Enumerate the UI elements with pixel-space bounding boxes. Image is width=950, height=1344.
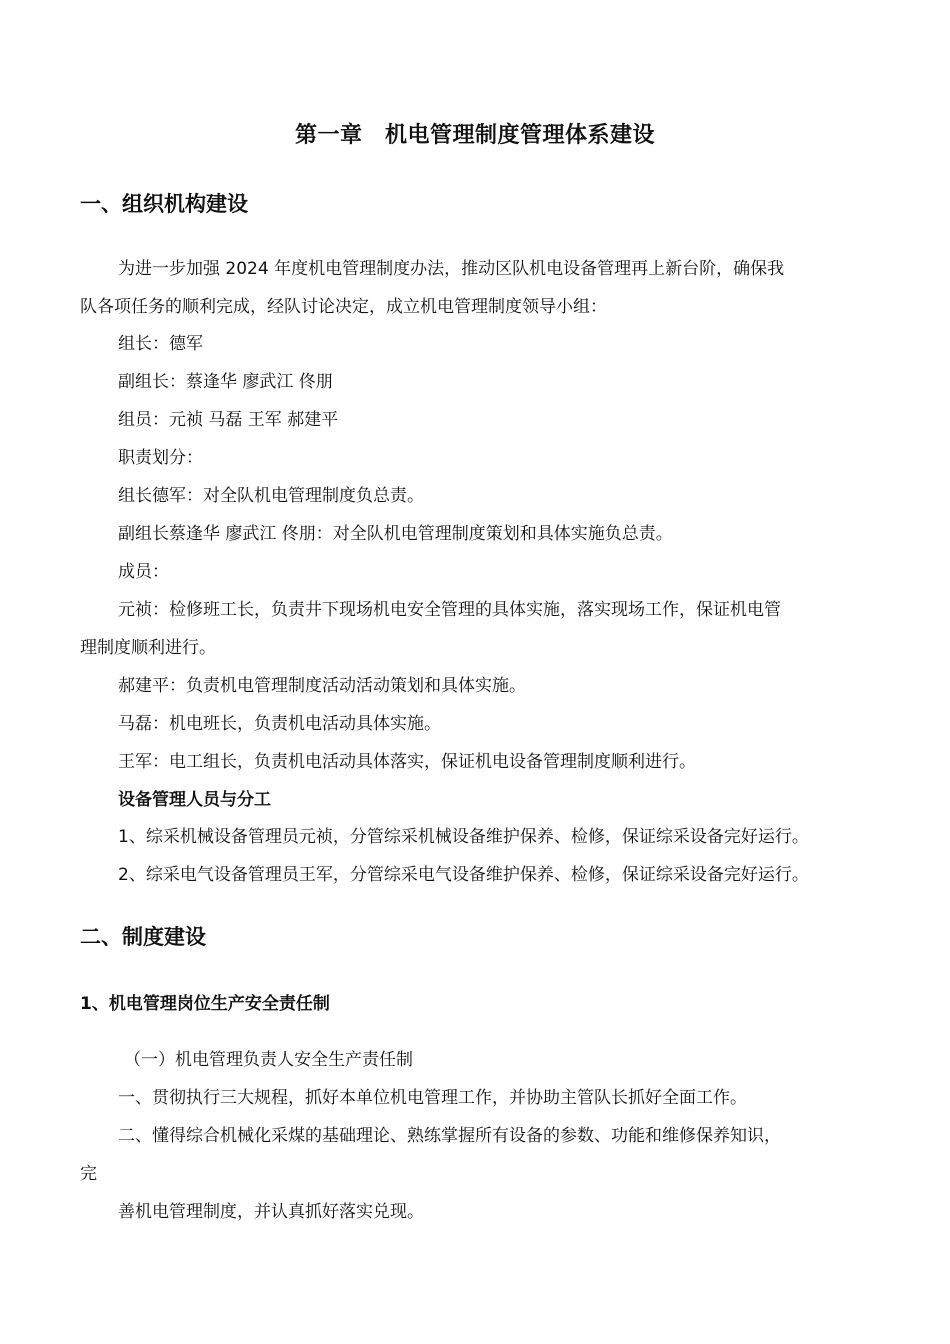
duty-yuanzhen-line-1: 元祯：检修班工长，负责井下现场机电安全管理的具体实施，落实现场工作，保证机电管 (118, 600, 781, 620)
subsection-heading-responsibility: 1、机电管理岗位生产安全责任制 (80, 994, 330, 1014)
equipment-heading: 设备管理人员与分工 (118, 790, 271, 810)
leader-line: 组长：德军 (118, 334, 203, 354)
duty-hao: 郝建平：负责机电管理制度活动活动策划和具体实施。 (118, 676, 526, 696)
responsibility-line-2a: 二、懂得综合机械化采煤的基础理论、熟练掌握所有设备的参数、功能和维修保养知识， (118, 1126, 781, 1146)
item-title: （一）机电管理负责人安全生产责任制 (124, 1050, 413, 1070)
members-label: 成员： (118, 562, 169, 582)
members-line: 组员：元祯 马磊 王军 郝建平 (118, 410, 339, 430)
duty-yuanzhen-line-2: 理制度顺利进行。 (80, 638, 216, 658)
intro-line-1: 为进一步加强 2024 年度机电管理制度办法，推动区队机电设备管理再上新台阶，确保我 (118, 259, 785, 279)
equipment-item-1: 1、综采机械设备管理员元祯，分管综采机械设备维护保养、检修，保证综采设备完好运行。 (118, 827, 809, 847)
equipment-item-2: 2、综采电气设备管理员王军，分管综采电气设备维护保养、检修，保证综采设备完好运行。 (118, 865, 809, 885)
intro-line-2: 队各项任务的顺利完成，经队讨论决定，成立机电管理制度领导小组： (80, 297, 607, 317)
duty-ma: 马磊：机电班长，负责机电活动具体实施。 (118, 714, 441, 734)
chapter-title: 第一章 机电管理制度管理体系建设 (294, 123, 655, 148)
deputy-line: 副组长：蔡逢华 廖武江 佟朋 (118, 372, 333, 392)
duty-wang: 王军：电工组长，负责机电活动具体落实，保证机电设备管理制度顺利进行。 (118, 752, 696, 772)
section-heading-organization: 一、组织机构建设 (80, 192, 248, 216)
section-heading-system: 二、制度建设 (80, 925, 206, 949)
responsibility-line-3: 善机电管理制度，并认真抓好落实兑现。 (118, 1202, 424, 1222)
responsibility-line-2b: 完 (80, 1164, 97, 1184)
duty-leader: 组长德军：对全队机电管理制度负总责。 (118, 486, 424, 506)
duties-label: 职责划分： (118, 448, 203, 468)
responsibility-line-1: 一、贯彻执行三大规程，抓好本单位机电管理工作，并协助主管队长抓好全面工作。 (118, 1088, 747, 1108)
duty-deputy: 副组长蔡逢华 廖武江 佟朋：对全队机电管理制度策划和具体实施负总责。 (118, 524, 673, 544)
